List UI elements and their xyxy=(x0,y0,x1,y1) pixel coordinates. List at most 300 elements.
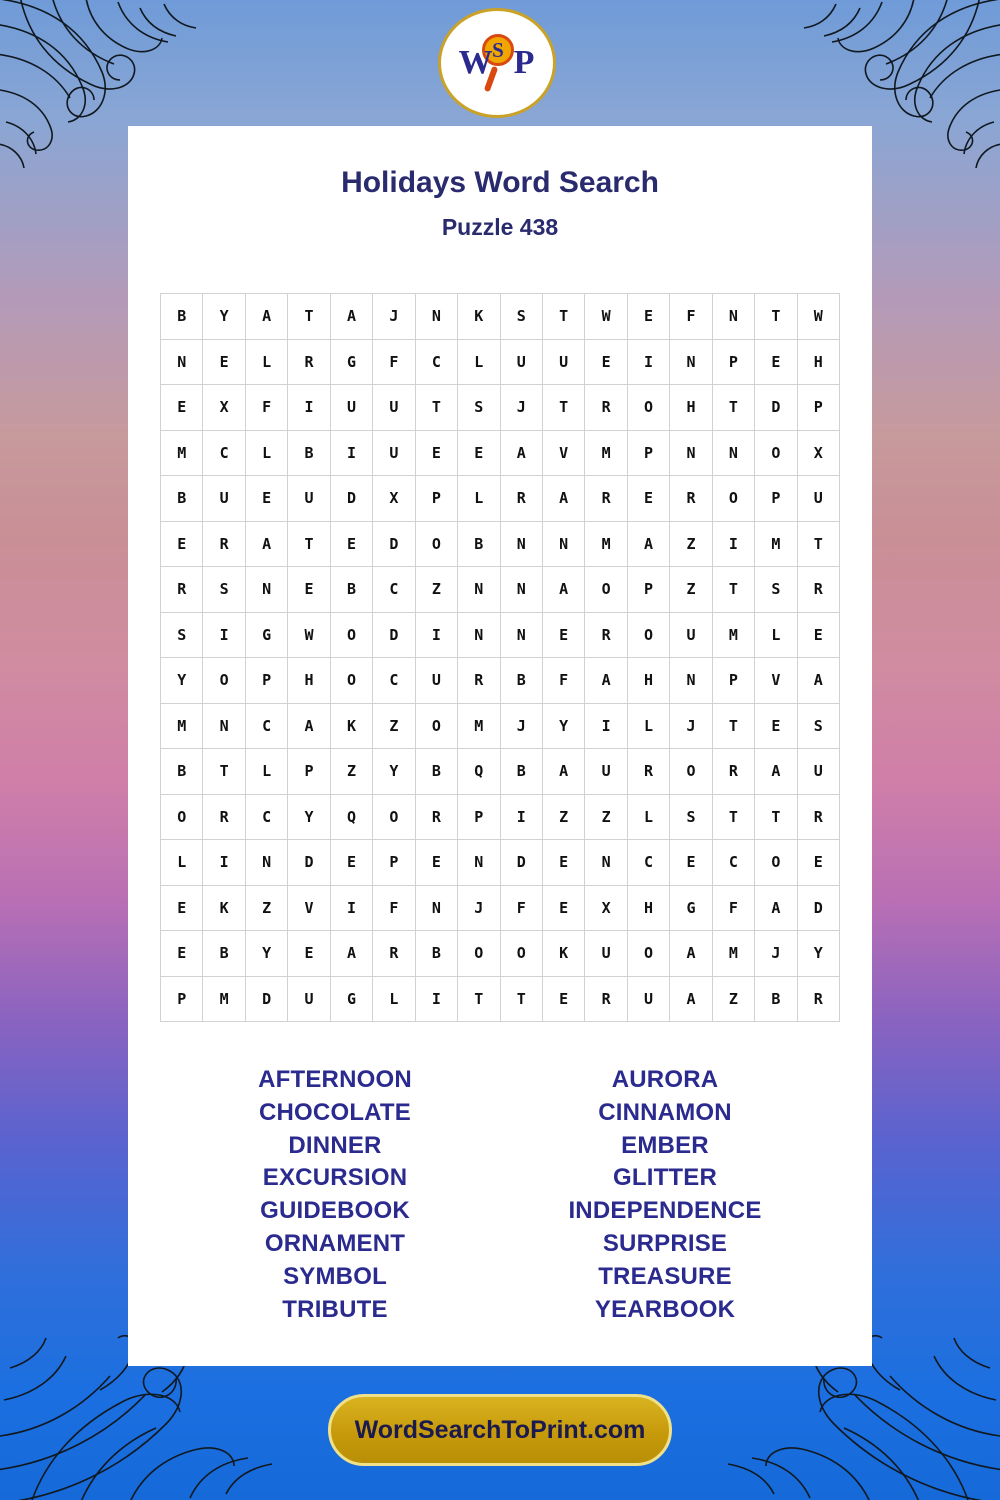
grid-row xyxy=(161,840,840,886)
grid-cell[interactable]: S xyxy=(161,612,203,658)
grid-cell[interactable]: T xyxy=(712,567,754,613)
grid-cell[interactable]: V xyxy=(288,885,330,931)
grid-cell[interactable]: N xyxy=(415,294,457,340)
grid-cell[interactable]: D xyxy=(755,385,797,431)
word-list-left-column xyxy=(170,1064,500,1326)
logo-letter-right: P xyxy=(513,44,536,81)
grid-cell[interactable]: N xyxy=(415,885,457,931)
grid-cell[interactable]: D xyxy=(500,840,542,886)
grid-cell[interactable]: D xyxy=(797,885,839,931)
grid-cell[interactable]: E xyxy=(627,294,669,340)
grid-cell[interactable]: R xyxy=(415,794,457,840)
grid-cell[interactable]: S xyxy=(670,794,712,840)
grid-cell[interactable]: L xyxy=(627,703,669,749)
grid-cell[interactable]: V xyxy=(542,430,584,476)
grid-cell[interactable]: A xyxy=(245,521,287,567)
grid-cell[interactable]: E xyxy=(161,931,203,977)
grid-cell[interactable]: H xyxy=(288,658,330,704)
grid-cell[interactable]: J xyxy=(458,885,500,931)
grid-cell[interactable]: R xyxy=(500,476,542,522)
grid-cell[interactable]: K xyxy=(542,931,584,977)
grid-cell[interactable]: T xyxy=(712,385,754,431)
grid-cell[interactable]: E xyxy=(542,885,584,931)
grid-cell[interactable]: O xyxy=(415,703,457,749)
grid-cell[interactable]: A xyxy=(755,885,797,931)
grid-cell[interactable]: D xyxy=(373,521,415,567)
word-list-item: TRIBUTE xyxy=(282,1295,388,1323)
grid-cell[interactable]: O xyxy=(330,612,372,658)
grid-cell[interactable]: T xyxy=(500,976,542,1022)
grid-cell[interactable]: R xyxy=(203,794,245,840)
grid-cell[interactable]: G xyxy=(245,612,287,658)
grid-cell[interactable]: Y xyxy=(203,294,245,340)
grid-row xyxy=(161,658,840,704)
website-button[interactable] xyxy=(328,1394,672,1466)
grid-cell[interactable]: M xyxy=(755,521,797,567)
grid-cell[interactable]: I xyxy=(500,794,542,840)
grid-cell[interactable]: C xyxy=(245,703,287,749)
grid-cell[interactable]: X xyxy=(373,476,415,522)
logo-letter-center: S xyxy=(492,37,504,62)
grid-cell[interactable]: F xyxy=(373,885,415,931)
grid-cell[interactable]: T xyxy=(755,294,797,340)
grid-cell[interactable]: P xyxy=(373,840,415,886)
grid-cell[interactable]: R xyxy=(585,476,627,522)
grid-cell[interactable]: R xyxy=(627,749,669,795)
grid-cell[interactable]: S xyxy=(500,294,542,340)
grid-cell[interactable]: B xyxy=(500,749,542,795)
grid-cell[interactable]: K xyxy=(203,885,245,931)
grid-cell[interactable]: D xyxy=(288,840,330,886)
grid-cell[interactable]: P xyxy=(458,794,500,840)
grid-cell[interactable]: I xyxy=(712,521,754,567)
grid-cell[interactable]: E xyxy=(542,976,584,1022)
grid-cell[interactable]: O xyxy=(373,794,415,840)
grid-cell[interactable]: U xyxy=(627,976,669,1022)
grid-cell[interactable]: G xyxy=(330,339,372,385)
word-list-item: EXCURSION xyxy=(262,1164,408,1192)
grid-cell[interactable]: O xyxy=(458,931,500,977)
grid-cell[interactable]: A xyxy=(542,476,584,522)
word-search-grid[interactable] xyxy=(160,293,840,1022)
word-list-item: GUIDEBOOK xyxy=(260,1197,410,1225)
word-list xyxy=(160,1064,840,1326)
grid-cell[interactable]: N xyxy=(245,567,287,613)
grid-cell[interactable]: F xyxy=(712,885,754,931)
word-list-item: DINNER xyxy=(288,1131,382,1159)
grid-cell[interactable]: N xyxy=(500,521,542,567)
grid-cell[interactable]: F xyxy=(500,885,542,931)
grid-cell[interactable]: M xyxy=(585,430,627,476)
grid-cell[interactable]: U xyxy=(288,476,330,522)
grid-cell[interactable]: N xyxy=(585,840,627,886)
grid-cell[interactable]: O xyxy=(585,567,627,613)
grid-cell[interactable]: Y xyxy=(542,703,584,749)
puzzle-sheet xyxy=(128,126,872,1366)
grid-cell[interactable]: K xyxy=(458,294,500,340)
grid-cell[interactable]: R xyxy=(585,612,627,658)
grid-cell[interactable]: O xyxy=(627,931,669,977)
grid-cell[interactable]: O xyxy=(712,476,754,522)
grid-cell[interactable]: U xyxy=(797,749,839,795)
grid-cell[interactable]: O xyxy=(755,840,797,886)
grid-cell[interactable]: O xyxy=(627,612,669,658)
grid-cell[interactable]: U xyxy=(585,749,627,795)
grid-row xyxy=(161,749,840,795)
grid-cell[interactable]: E xyxy=(542,840,584,886)
grid-cell[interactable]: Y xyxy=(797,931,839,977)
grid-cell[interactable]: A xyxy=(585,658,627,704)
grid-cell[interactable]: J xyxy=(373,294,415,340)
grid-cell[interactable]: Y xyxy=(245,931,287,977)
grid-cell[interactable]: A xyxy=(330,294,372,340)
grid-cell[interactable]: T xyxy=(797,521,839,567)
grid-cell[interactable]: B xyxy=(415,749,457,795)
grid-cell[interactable]: A xyxy=(627,521,669,567)
grid-cell[interactable]: R xyxy=(288,339,330,385)
grid-cell[interactable]: N xyxy=(500,612,542,658)
grid-cell[interactable]: C xyxy=(203,430,245,476)
grid-cell[interactable]: E xyxy=(415,430,457,476)
grid-cell[interactable]: M xyxy=(585,521,627,567)
grid-cell[interactable]: A xyxy=(288,703,330,749)
word-list-item: EMBER xyxy=(621,1131,709,1159)
grid-row xyxy=(161,931,840,977)
grid-cell[interactable]: L xyxy=(161,840,203,886)
grid-cell[interactable]: U xyxy=(330,385,372,431)
grid-cell[interactable]: R xyxy=(797,976,839,1022)
grid-cell[interactable]: Z xyxy=(542,794,584,840)
grid-cell[interactable]: R xyxy=(161,567,203,613)
grid-cell[interactable]: M xyxy=(458,703,500,749)
grid-row xyxy=(161,294,840,340)
grid-cell[interactable]: E xyxy=(288,567,330,613)
grid-cell[interactable]: T xyxy=(755,794,797,840)
grid-cell[interactable]: H xyxy=(670,385,712,431)
grid-cell[interactable]: A xyxy=(670,976,712,1022)
grid-cell[interactable]: S xyxy=(797,703,839,749)
grid-cell[interactable]: L xyxy=(245,430,287,476)
grid-cell[interactable]: S xyxy=(755,567,797,613)
grid-cell[interactable]: L xyxy=(627,794,669,840)
grid-cell[interactable]: Z xyxy=(373,703,415,749)
grid-cell[interactable]: P xyxy=(755,476,797,522)
grid-row xyxy=(161,703,840,749)
grid-cell[interactable]: A xyxy=(245,294,287,340)
letter-grid-table xyxy=(160,293,840,1022)
grid-cell[interactable]: P xyxy=(712,658,754,704)
grid-cell[interactable]: M xyxy=(161,703,203,749)
grid-cell[interactable]: L xyxy=(245,749,287,795)
grid-cell[interactable]: W xyxy=(585,294,627,340)
grid-cell[interactable]: N xyxy=(670,658,712,704)
grid-cell[interactable]: B xyxy=(500,658,542,704)
grid-cell[interactable]: J xyxy=(500,703,542,749)
grid-cell[interactable]: O xyxy=(415,521,457,567)
grid-cell[interactable]: R xyxy=(585,976,627,1022)
grid-cell[interactable]: B xyxy=(203,931,245,977)
grid-row xyxy=(161,885,840,931)
grid-cell[interactable]: I xyxy=(288,385,330,431)
grid-cell[interactable]: K xyxy=(330,703,372,749)
grid-cell[interactable]: D xyxy=(245,976,287,1022)
grid-cell[interactable]: A xyxy=(542,567,584,613)
grid-cell[interactable]: E xyxy=(458,430,500,476)
grid-cell[interactable]: C xyxy=(415,339,457,385)
grid-cell[interactable]: E xyxy=(755,703,797,749)
grid-cell[interactable]: L xyxy=(458,476,500,522)
grid-cell[interactable]: M xyxy=(712,612,754,658)
grid-cell[interactable]: S xyxy=(203,567,245,613)
grid-cell[interactable]: E xyxy=(797,840,839,886)
grid-cell[interactable]: Q xyxy=(458,749,500,795)
grid-cell[interactable]: R xyxy=(203,521,245,567)
grid-cell[interactable]: R xyxy=(458,658,500,704)
grid-cell[interactable]: J xyxy=(500,385,542,431)
grid-cell[interactable]: E xyxy=(797,612,839,658)
grid-cell[interactable]: G xyxy=(330,976,372,1022)
grid-cell[interactable]: I xyxy=(415,976,457,1022)
grid-cell[interactable]: E xyxy=(330,521,372,567)
grid-cell[interactable]: P xyxy=(797,385,839,431)
grid-cell[interactable]: O xyxy=(627,385,669,431)
grid-cell[interactable]: Z xyxy=(245,885,287,931)
grid-cell[interactable]: O xyxy=(755,430,797,476)
grid-cell[interactable]: T xyxy=(288,294,330,340)
grid-cell[interactable]: N xyxy=(712,294,754,340)
word-list-item: CINNAMON xyxy=(598,1098,732,1126)
grid-row xyxy=(161,339,840,385)
grid-cell[interactable]: Z xyxy=(585,794,627,840)
grid-row xyxy=(161,612,840,658)
grid-cell[interactable]: R xyxy=(373,931,415,977)
grid-cell[interactable]: U xyxy=(203,476,245,522)
grid-cell[interactable]: F xyxy=(373,339,415,385)
grid-cell[interactable]: T xyxy=(288,521,330,567)
grid-cell[interactable]: U xyxy=(500,339,542,385)
website-label: WordSearchToPrint.com xyxy=(354,1415,646,1444)
grid-row xyxy=(161,521,840,567)
grid-cell[interactable]: O xyxy=(500,931,542,977)
grid-cell[interactable]: I xyxy=(330,885,372,931)
grid-cell[interactable]: F xyxy=(542,658,584,704)
grid-cell[interactable]: E xyxy=(627,476,669,522)
grid-cell[interactable]: N xyxy=(458,567,500,613)
grid-cell[interactable]: C xyxy=(373,567,415,613)
grid-cell[interactable]: H xyxy=(627,885,669,931)
grid-cell[interactable]: W xyxy=(797,294,839,340)
grid-cell[interactable]: C xyxy=(373,658,415,704)
grid-cell[interactable]: T xyxy=(542,294,584,340)
grid-cell[interactable]: I xyxy=(627,339,669,385)
grid-cell[interactable]: M xyxy=(203,976,245,1022)
grid-cell[interactable]: P xyxy=(627,567,669,613)
grid-cell[interactable]: B xyxy=(415,931,457,977)
grid-cell[interactable]: P xyxy=(627,430,669,476)
grid-cell[interactable]: X xyxy=(797,430,839,476)
grid-cell[interactable]: H xyxy=(627,658,669,704)
grid-cell[interactable]: Y xyxy=(161,658,203,704)
grid-cell[interactable]: P xyxy=(288,749,330,795)
grid-cell[interactable]: E xyxy=(585,339,627,385)
grid-cell[interactable]: N xyxy=(161,339,203,385)
grid-cell[interactable]: B xyxy=(458,521,500,567)
grid-cell[interactable]: L xyxy=(245,339,287,385)
grid-cell[interactable]: E xyxy=(245,476,287,522)
grid-cell[interactable]: X xyxy=(585,885,627,931)
grid-cell[interactable]: Y xyxy=(288,794,330,840)
grid-cell[interactable]: E xyxy=(415,840,457,886)
grid-row xyxy=(161,567,840,613)
grid-cell[interactable]: W xyxy=(288,612,330,658)
grid-cell[interactable]: U xyxy=(585,931,627,977)
word-list-item: GLITTER xyxy=(612,1164,718,1192)
grid-cell[interactable]: S xyxy=(458,385,500,431)
grid-row xyxy=(161,976,840,1022)
grid-cell[interactable]: E xyxy=(161,385,203,431)
grid-cell[interactable]: C xyxy=(245,794,287,840)
grid-cell[interactable]: R xyxy=(712,749,754,795)
grid-cell[interactable]: Z xyxy=(712,976,754,1022)
grid-cell[interactable]: O xyxy=(330,658,372,704)
grid-cell[interactable]: E xyxy=(330,840,372,886)
grid-cell[interactable]: Z xyxy=(670,567,712,613)
page-title: Holidays Word Search xyxy=(341,166,659,199)
word-list-item: YEARBOOK xyxy=(594,1295,736,1323)
grid-cell[interactable]: B xyxy=(755,976,797,1022)
grid-row xyxy=(161,385,840,431)
grid-cell[interactable]: R xyxy=(797,567,839,613)
grid-cell[interactable]: Y xyxy=(373,749,415,795)
grid-cell[interactable]: U xyxy=(670,612,712,658)
grid-cell[interactable]: R xyxy=(670,476,712,522)
word-list-right-column xyxy=(500,1064,830,1326)
grid-cell[interactable]: N xyxy=(542,521,584,567)
grid-cell[interactable]: N xyxy=(245,840,287,886)
grid-cell[interactable]: N xyxy=(458,612,500,658)
grid-cell[interactable]: E xyxy=(288,931,330,977)
grid-cell[interactable]: U xyxy=(373,430,415,476)
word-list-item: TREASURE xyxy=(598,1262,732,1290)
grid-cell[interactable]: C xyxy=(712,840,754,886)
grid-cell[interactable]: T xyxy=(712,703,754,749)
grid-cell[interactable]: C xyxy=(627,840,669,886)
grid-cell[interactable]: N xyxy=(712,430,754,476)
word-list-item: SYMBOL xyxy=(283,1262,387,1290)
grid-cell[interactable]: P xyxy=(245,658,287,704)
grid-cell[interactable]: I xyxy=(415,612,457,658)
grid-cell[interactable]: N xyxy=(458,840,500,886)
grid-cell[interactable]: N xyxy=(670,339,712,385)
grid-cell[interactable]: U xyxy=(415,658,457,704)
grid-row xyxy=(161,794,840,840)
grid-cell[interactable]: M xyxy=(161,430,203,476)
grid-cell[interactable]: I xyxy=(585,703,627,749)
grid-cell[interactable]: A xyxy=(670,931,712,977)
grid-cell[interactable]: T xyxy=(542,385,584,431)
grid-cell[interactable]: J xyxy=(755,931,797,977)
grid-cell[interactable]: B xyxy=(161,476,203,522)
grid-cell[interactable]: G xyxy=(670,885,712,931)
grid-cell[interactable]: E xyxy=(161,885,203,931)
grid-cell[interactable]: T xyxy=(415,385,457,431)
grid-cell[interactable]: N xyxy=(500,567,542,613)
grid-cell[interactable]: B xyxy=(288,430,330,476)
grid-cell[interactable]: P xyxy=(161,976,203,1022)
grid-cell[interactable]: E xyxy=(542,612,584,658)
grid-cell[interactable]: X xyxy=(203,385,245,431)
grid-cell[interactable]: H xyxy=(797,339,839,385)
grid-cell[interactable]: V xyxy=(755,658,797,704)
grid-cell[interactable]: T xyxy=(458,976,500,1022)
grid-cell[interactable]: D xyxy=(330,476,372,522)
grid-cell[interactable]: D xyxy=(373,612,415,658)
grid-cell[interactable]: Z xyxy=(670,521,712,567)
grid-cell[interactable]: M xyxy=(712,931,754,977)
grid-cell[interactable]: A xyxy=(500,430,542,476)
grid-cell[interactable]: Z xyxy=(330,749,372,795)
grid-cell[interactable]: B xyxy=(330,567,372,613)
grid-cell[interactable]: J xyxy=(670,703,712,749)
grid-cell[interactable]: U xyxy=(288,976,330,1022)
grid-cell[interactable]: E xyxy=(161,521,203,567)
grid-cell[interactable]: L xyxy=(458,339,500,385)
grid-cell[interactable]: I xyxy=(203,840,245,886)
grid-cell[interactable]: F xyxy=(245,385,287,431)
grid-cell[interactable]: B xyxy=(161,749,203,795)
grid-cell[interactable]: N xyxy=(203,703,245,749)
word-list-item: CHOCOLATE xyxy=(258,1098,411,1126)
grid-cell[interactable]: I xyxy=(330,430,372,476)
word-list-item: AURORA xyxy=(611,1066,719,1093)
grid-cell[interactable]: P xyxy=(415,476,457,522)
grid-cell[interactable]: A xyxy=(797,658,839,704)
grid-cell[interactable]: T xyxy=(712,794,754,840)
word-list-item: INDEPENDENCE xyxy=(568,1197,762,1225)
grid-cell[interactable]: E xyxy=(670,840,712,886)
word-list-item: AFTERNOON xyxy=(258,1066,412,1093)
logo-letter-left: W xyxy=(458,44,494,81)
grid-cell[interactable]: U xyxy=(542,339,584,385)
puzzle-number: Puzzle 438 xyxy=(441,214,559,240)
grid-cell[interactable]: L xyxy=(755,612,797,658)
grid-cell[interactable]: F xyxy=(670,294,712,340)
grid-cell[interactable]: P xyxy=(712,339,754,385)
word-list-item: ORNAMENT xyxy=(264,1229,406,1257)
grid-cell[interactable]: O xyxy=(203,658,245,704)
grid-cell[interactable]: I xyxy=(203,612,245,658)
grid-cell[interactable]: E xyxy=(203,339,245,385)
grid-cell[interactable]: Q xyxy=(330,794,372,840)
grid-cell[interactable]: U xyxy=(373,385,415,431)
grid-cell[interactable]: U xyxy=(797,476,839,522)
site-logo[interactable] xyxy=(438,8,562,118)
grid-cell[interactable]: R xyxy=(585,385,627,431)
grid-cell[interactable]: E xyxy=(755,339,797,385)
grid-cell[interactable]: R xyxy=(797,794,839,840)
grid-cell[interactable]: A xyxy=(755,749,797,795)
grid-cell[interactable]: N xyxy=(670,430,712,476)
grid-cell[interactable]: B xyxy=(161,294,203,340)
grid-row xyxy=(161,476,840,522)
grid-cell[interactable]: O xyxy=(670,749,712,795)
grid-cell[interactable]: Z xyxy=(415,567,457,613)
grid-cell[interactable]: A xyxy=(542,749,584,795)
grid-cell[interactable]: O xyxy=(161,794,203,840)
grid-cell[interactable]: L xyxy=(373,976,415,1022)
grid-cell[interactable]: T xyxy=(203,749,245,795)
grid-cell[interactable]: A xyxy=(330,931,372,977)
